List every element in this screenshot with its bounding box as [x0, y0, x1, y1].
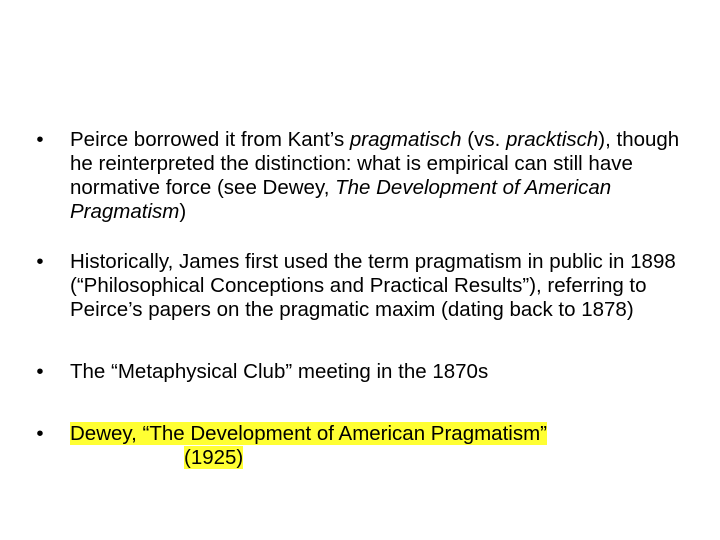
bullet-marker: •	[36, 250, 44, 273]
bullet-text: )	[179, 200, 187, 223]
term-pracktisch: pracktisch	[506, 128, 599, 151]
term-pragmatisch: pragmatisch	[349, 128, 462, 151]
bullet-dewey-citation	[30, 422, 700, 470]
highlighted-year: (1925)	[184, 446, 244, 469]
bullet-marker: •	[36, 128, 44, 151]
bullet-text: Peirce borrowed it from Kant’s	[70, 128, 350, 151]
bullet-peirce-kant	[30, 128, 700, 224]
bullet-marker: •	[36, 422, 44, 445]
bullet-text: Historically, James first used the term pragmatism in public in 1898 (“Philosophical Conceptions and Practical Results”), referring to Peirce’s papers on the pragmatic maxim (dating back to 1878)	[70, 250, 676, 321]
bullet-metaphysical-club	[30, 360, 700, 384]
bullet-text: ), though he reinterpreted the distinction: what is empirical can still have normative force (see Dewey,	[70, 128, 680, 199]
bullet-text: (vs.	[461, 128, 506, 151]
bullet-marker: •	[36, 360, 44, 383]
bullet-list	[30, 128, 700, 470]
bullet-james-history	[30, 250, 700, 322]
bullet-text: The “Metaphysical Club” meeting in the 1870s	[70, 360, 489, 383]
highlighted-citation: Dewey, “The Development of American Pragmatism”	[70, 422, 547, 445]
book-title: The Development of American Pragmatism	[70, 176, 612, 223]
